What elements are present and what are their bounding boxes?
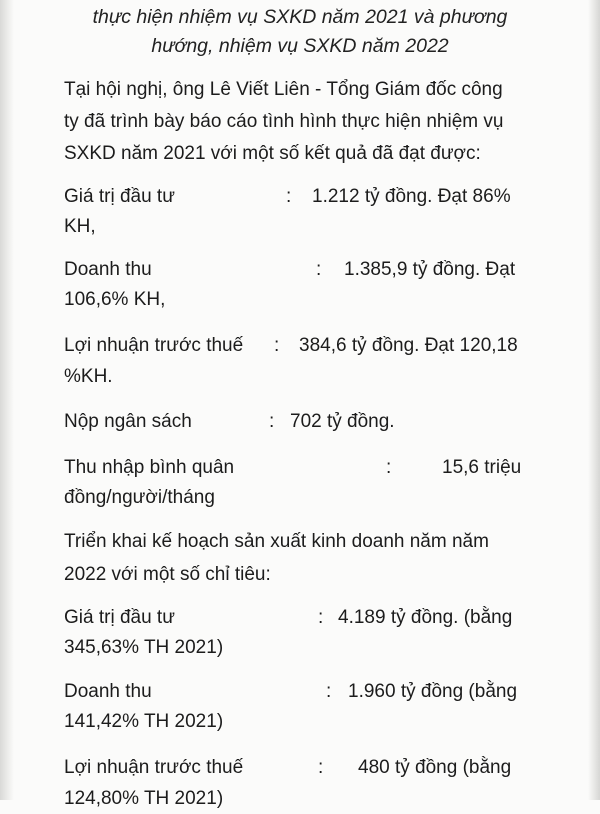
result-colon: : [286,186,292,207]
result-colon: : [274,335,280,356]
target-label: Lợi nhuận trước thuế [64,757,244,778]
intro-line-2: ty đã trình bày báo cáo tình hình thực hiện nhiệm vụ [64,111,504,132]
result-label: Giá trị đầu tư [64,186,175,207]
result-row-budget [64,407,536,437]
page-shadow-left [0,0,14,800]
target-row-investment [64,603,536,633]
plan-intro-line-2: 2022 với một số chỉ tiêu: [64,564,271,585]
result-value: 15,6 triệu [442,457,522,478]
result-continuation: đồng/người/tháng [64,487,215,508]
target-continuation: 124,80% TH 2021) [64,788,224,809]
target-colon: : [318,607,324,628]
result-row-investment [64,182,536,212]
target-value: 1.960 tỷ đồng (bằng [348,681,518,702]
target-continuation: 345,63% TH 2021) [64,637,224,658]
result-colon: : [386,457,392,478]
target-colon: : [318,757,324,778]
article-heading-line-2: hướng, nhiệm vụ SXKD năm 2022 [151,35,449,57]
result-row-income [64,453,536,483]
result-value: 384,6 tỷ đồng. Đạt 120,18 [299,335,518,356]
intro-line-1: Tại hội nghị, ông Lê Viết Liên - Tổng Giám đốc công [64,79,503,100]
result-value: 1.212 tỷ đồng. Đạt 86% [312,186,511,207]
article-heading-line-1: thực hiện nhiệm vụ SXKD năm 2021 và phương [92,6,508,28]
result-label: Thu nhập bình quân [64,457,235,478]
target-colon: : [326,681,332,702]
result-continuation: KH, [64,216,96,237]
result-label: Nộp ngân sách [64,411,192,432]
target-label: Giá trị đầu tư [64,607,175,628]
plan-intro-line-1: Triển khai kế hoạch sản xuất kinh doanh năm năm [64,531,489,552]
result-label: Lợi nhuận trước thuế [64,335,244,356]
result-label: Doanh thu [64,259,152,280]
target-row-profit [64,753,536,783]
target-row-revenue [64,677,536,707]
page-shadow-right [588,0,600,800]
target-value: 4.189 tỷ đồng. (bằng [338,607,513,628]
target-value: 480 tỷ đồng (bằng [358,757,512,778]
result-row-profit [64,331,536,361]
result-continuation: 106,6% KH, [64,289,166,310]
result-colon: : [316,259,322,280]
target-continuation: 141,42% TH 2021) [64,711,224,732]
result-value: 702 tỷ đồng. [290,411,395,432]
result-value: 1.385,9 tỷ đồng. Đạt [344,259,516,280]
target-label: Doanh thu [64,681,152,702]
intro-line-3: SXKD năm 2021 với một số kết quả đã đạt được: [64,143,481,164]
result-row-revenue [64,255,536,285]
result-continuation: %KH. [64,366,113,387]
result-colon: : [269,411,275,432]
